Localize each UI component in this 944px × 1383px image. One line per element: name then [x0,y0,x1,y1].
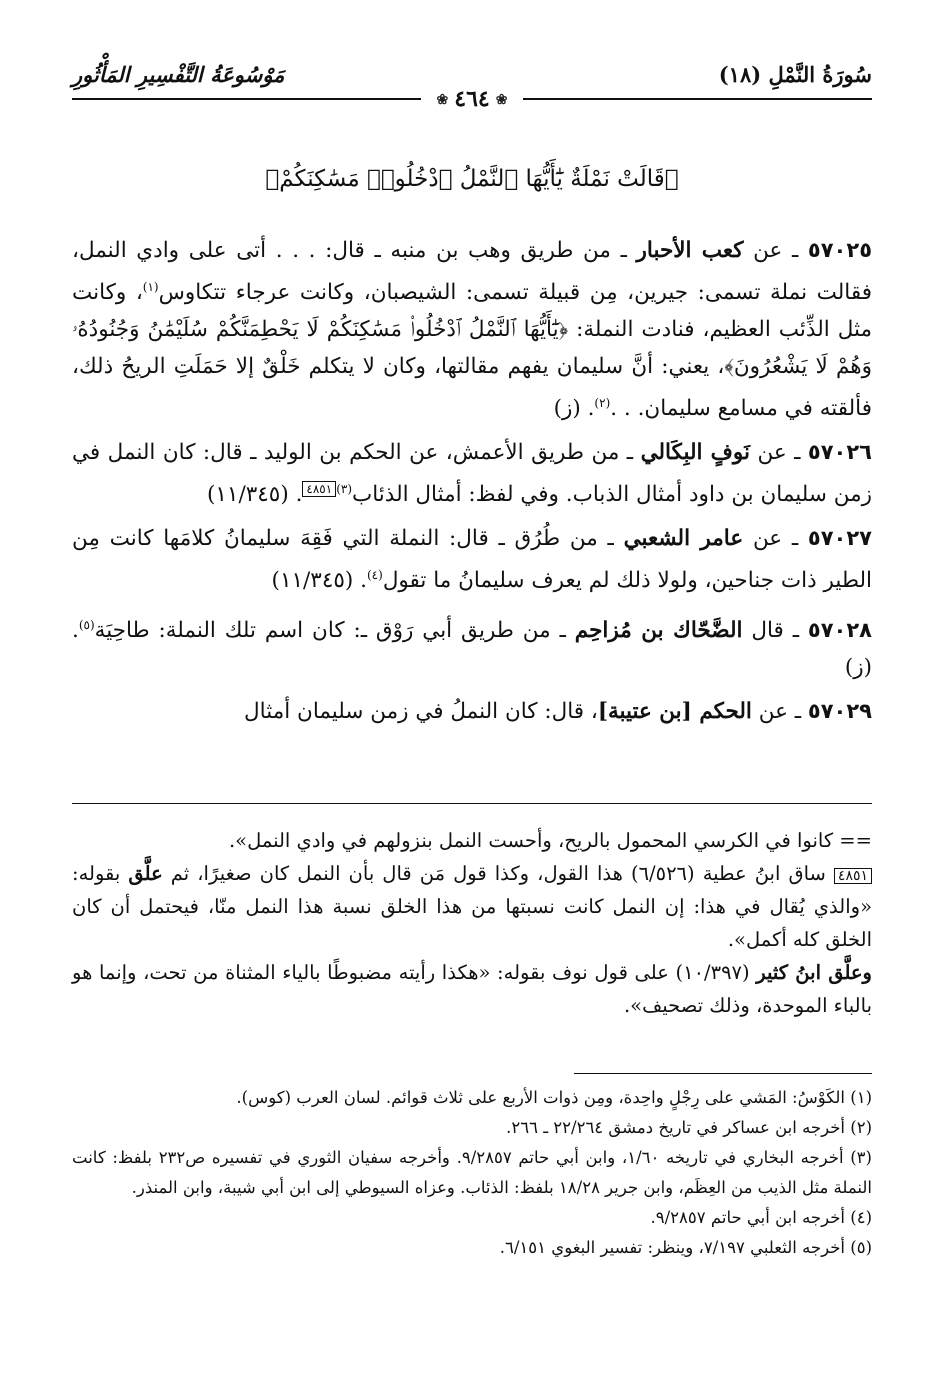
commentary-ref-box: ٤٨٥١ [834,868,872,884]
page-number-block [421,86,524,112]
surah-title: سُورَةُ النَّمْلِ (١٨) [718,62,872,87]
entry-number: ٥٧٠٢٥ [807,238,873,262]
commentary-text: (١٠/٣٩٧) على قول نوف بقوله: «هكذا رأيته مضبوطًا بالياء المثناة من تحت، وإنما هو بالباء الموحدة، وذلك تصحيف». [72,961,872,1017]
entry-text: ـ من طريق الأعمش، عن الحكم بن الوليد ـ قال: كان النمل في زمن سليمان بن داود أمثال الذباب. وفي لفظ: أمثال الذئاب [72,440,872,508]
narrator-name: نَوفٍ البِكَالي [640,440,750,466]
footnote-ref: (٥) [78,617,95,632]
entry-number: ٥٧٠٢٦ [807,440,872,465]
ornament-icon: ❀ [436,92,449,108]
ornament-icon: ❀ [495,92,508,108]
entry-lead: ـ عن [751,698,808,724]
commentary-keyword: وعلَّق ابنُ كثير [756,961,872,984]
narrator-name: كعب الأحبار [636,238,744,263]
entry-lead: ـ عن [743,526,808,552]
footnote: (٥) أخرجه الثعلبي ٧/١٩٧، وينظر: تفسير البغوي ٦/١٥١. [499,1238,872,1257]
entry-number: ٥٧٠٢٩ [807,698,872,723]
entry-source: . (ز) [72,617,872,680]
footnote-rule [574,1073,872,1074]
commentary-paragraph [72,956,872,1022]
entry-source: . (١١/٣٤٥) [206,482,303,508]
entry-text: ـ من طريق أبي رَوْق ـ: كان اسم تلك النملة: طاحِيَة [94,617,575,643]
narrator-name: الضَّحّاك بن مُزاحِم [574,617,743,643]
entry-lead: ـ قال [742,617,808,643]
quran-verse: ﴿قَالَتْ نَمْلَةٌ يَٰٓأَيُّهَا ٱلنَّمْلُ ٱدْخُلُوا۟ مَسَٰكِنَكُمْ﴾ [265,166,679,192]
commentary-ref-box: ٤٨٥١ [302,481,336,497]
narrator-name: الحكم [بن عتيبة] [597,698,752,724]
entry-lead: ـ عن [743,238,808,263]
footnote: (٣) أخرجه البخاري في تاريخه ١/٦٠، وابن أبي حاتم ٩/٢٨٥٧. وأخرجه سفيان الثوري في تفسيره ص٢٣٢ بلفظ: كانت النملة مثل الذيب من العِظَم، وابن جرير ١٨/٢٨ بلفظ: الذئاب. وعزاه السيوطي إلى ابن أبي شيبة، وابن المنذر. [72,1148,872,1197]
entry [72,232,872,427]
entry-source: . (١١/٣٤٥) [271,568,367,594]
commentary-line: == كانوا في الكرسي المحمول بالريح، وأحست النمل بنزولهم في وادي النمل». [228,829,872,852]
entry-number: ٥٧٠٢٧ [807,526,872,551]
entries [72,232,872,737]
entry-source: . (ز) [553,396,595,422]
footnote-ref: (١) [142,280,159,294]
footnote: (٢) أخرجه ابن عساكر في تاريخ دمشق ٢٢/٢٦٤ ـ ٢٦٦. [506,1118,872,1137]
entry-lead: ـ عن [749,440,808,466]
entry-text: ـ من طريق وهب بن منبه ـ قال: . . . أتى على وادي النمل، فقالت نملة تسمى: جيرين، مِن قبيلة تسمى: الشيصبان، وكانت عرجاء تتكاوس [72,238,872,306]
commentary-text: ساق ابنُ عطية (٦/٥٢٦) هذا القول، وكذا قول مَن قال بأن النمل كان صغيرًا، ثم [162,862,834,885]
narrator-name: عامر الشعبي [623,526,744,552]
entry [72,693,872,730]
entry [72,607,872,686]
commentary-keyword: علَّق [128,862,163,885]
footnote-ref: (٤) [366,568,383,583]
commentary-text: بقوله: «والذي يُقال في هذا: إن النمل كانت نسبتها من هذا الخلق نسبة هذا النمل منّا، فيحتمل أن كان الخلق كله أكمل». [72,862,872,951]
entry-text: ، وكانت مثل الذِّئب العظيم، فنادت النملة: ﴿يَٰٓأَيُّهَا ٱلنَّمْلُ ٱدْخُلُوا۟ مَسَٰكِنَكُمْ لَا يَحْطِمَنَّكُمْ سُلَيْمَٰنُ وَجُنُودُهُۥ وَهُمْ لَا يَشْعُرُونَ﴾، يعني: أنَّ سليمان يفهم مقالتها، وكان لا يتكلم خَلْقٌ إلا حَمَلَتِ الريحُ ذلك، فألقته في مسامع سليمان. . . [72,280,872,422]
commentary-paragraph [72,857,872,956]
entry [72,520,872,599]
entry-number: ٥٧٠٢٨ [807,617,872,642]
book-title: مَوْسُوعَةُ التَّفْسِيرِ المَأْثُورِ [72,62,285,87]
page-number: ٤٦٤ [454,86,490,112]
section-rule [72,803,872,804]
commentary [72,824,872,1022]
footnote-ref: (٣) [336,482,353,497]
footnote: (١) الكَوْسُ: المَشي على رِجْلٍ واحِدة، ومِن ذوات الأربع على ثلاث قوائم. لسان العرب (كوس). [236,1088,872,1107]
footnotes [72,1083,872,1263]
entry-text: ـ من طُرُق ـ قال: النملة التي فَقِهَ سليمانُ كلامَها كانت مِن الطير ذات جناحين، ولولا ذلك لم يعرف سليمانُ ما تقول [72,526,872,594]
entry [72,434,872,513]
entry-text: ، قال: كان النملُ في زمن سليمان أمثال [244,698,598,724]
footnote: (٤) أخرجه ابن أبي حاتم ٩/٢٨٥٧. [650,1208,872,1227]
footnote-ref: (٢) [594,396,611,411]
